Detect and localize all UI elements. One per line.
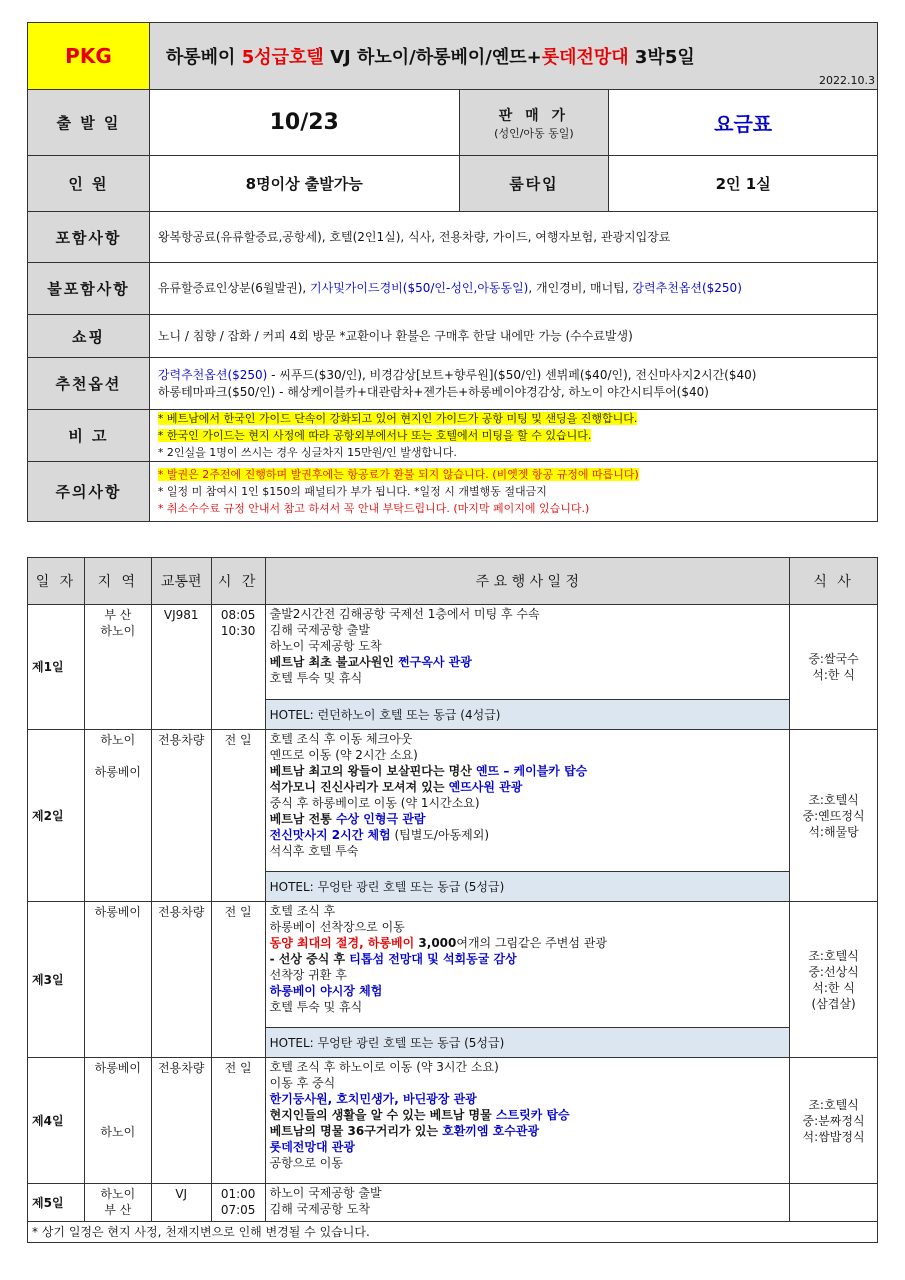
meal-item: 조:호텔식 [808,792,859,807]
header-day: 일 자 [28,558,85,605]
people-label: 인 원 [28,156,150,212]
schedule-line: 하노이 국제공항 출발 [269,1186,382,1200]
day-transport: VJ981 [151,605,211,730]
option-line-2: 하롱테마파크($50/인) - 해상케이블카+대관람차+젠가든+하롱베이야경감상, 하노이 야간시티투어($40) [157,384,709,399]
day-schedule [265,902,790,1028]
departure-label: 출 발 일 [28,90,150,156]
meal-item: 중:선상식 [808,964,859,979]
schedule-line: 하롱베이 선착장으로 이동 [269,920,405,934]
schedule-line: 동양 최대의 절경, 하롱베이 3,000여개의 그림같은 주변섬 관광 [269,936,607,950]
day-transport: VJ [151,1184,211,1222]
remark-line-2: * 한국인 가이드는 현지 사정에 따라 공항외부에서나 또는 호텔에서 미팅을 할 수 있습니다. [157,429,592,442]
itinerary-table [27,557,878,1243]
meal-item: 석:한 식 [812,668,855,682]
schedule-line: 김해 국제공항 도착 [269,1202,370,1216]
meal-item: 석:해물탕 [808,824,859,839]
meal-item: 중:옌뜨정식 [802,808,865,823]
caution-text [149,462,877,522]
price-value: 요금표 [609,90,878,156]
header-meal: 식 사 [790,558,878,605]
day-region: 하노이 하롱베이 [84,730,151,902]
header-transport: 교통편 [151,558,211,605]
day-hotel: HOTEL: 무엉탄 광린 호텔 또는 동급 (5성급) [265,1028,790,1058]
schedule-line: 공항으로 이동 [269,1156,343,1170]
day-region: 하롱베이 하노이 [84,1058,151,1184]
schedule-line: 김해 국제공항 출발 [269,623,370,637]
meal-item: 조:호텔식 [808,1097,859,1112]
day-schedule [265,1058,790,1184]
page-title [149,23,877,90]
schedule-line: 현지인들의 생활을 알 수 있는 베트남 명물 스트릿카 탑승 [269,1108,570,1122]
price-label-cell [459,90,609,156]
meal-item: 석:한 식 [812,980,855,995]
room-label: 룸타입 [459,156,609,212]
schedule-line: 한기둥사원, 호치민생가, 바딘광장 관광 [269,1092,477,1106]
header-region: 지 역 [84,558,151,605]
include-text: 왕복항공료(유류할증료,공항세), 호텔(2인1실), 식사, 전용차량, 가이드, 여행자보험, 관광지입장료 [149,212,877,263]
caution-line-3: * 취소수수료 규정 안내서 참고 하셔서 꼭 안내 부탁드립니다. (마지막 페이지에 있습니다.) [157,502,590,515]
schedule-line: 호텔 투숙 및 휴식 [269,671,363,685]
price-sub: (성인/아동 동일) [494,126,574,140]
day-time: 01:00 07:05 [211,1184,265,1222]
remark-label: 비 고 [28,410,150,462]
day-hotel: HOTEL: 런던하노이 호텔 또는 동급 (4성급) [265,700,790,730]
meal-item: 조:호텔식 [808,948,859,963]
schedule-line: 베트남 최고의 왕들이 보살핀다는 명산 옌뜨 – 케이블카 탑승 [269,764,588,778]
schedule-line: 호텔 조식 후 [269,904,336,918]
schedule-line: 하노이 국제공항 도착 [269,639,382,653]
schedule-line: 이동 후 중식 [269,1076,336,1090]
schedule-line: 호텔 조식 후 하노이로 이동 (약 3시간 소요) [269,1060,499,1074]
day-label: 제4일 [28,1058,85,1184]
day-hotel: HOTEL: 무엉탄 광린 호텔 또는 동급 (5성급) [265,872,790,902]
day-label: 제5일 [28,1184,85,1222]
remark-line-3: * 2인실을 1명이 쓰시는 경우 싱글차지 15만원/인 발생합니다. [157,446,457,459]
day-meals [790,1058,878,1184]
schedule-line: 호텔 조식 후 이동 체크아웃 [269,732,413,746]
remark-text [149,410,877,462]
exclude-text: 유류할증료인상분(6월발권), 기사및가이드경비($50/인-성인,아동동일), 개인경비, 매너팁, 강력추천옵션($250) [149,263,877,315]
day-time: 전 일 [211,1058,265,1184]
schedule-line: 하롱베이 야시장 체험 [269,984,383,998]
schedule-line: 전신맛사지 2시간 체험 (팁별도/아동제외) [269,828,490,842]
room-value: 2인 1실 [609,156,878,212]
schedule-line: 베트남 최초 불교사원인 쩐구옥사 관광 [269,655,472,669]
shopping-label: 쇼핑 [28,315,150,358]
price-label: 판 매 가 [498,107,570,124]
header-time: 시 간 [211,558,265,605]
shopping-text: 노니 / 침향 / 잡화 / 커피 4회 방문 *교환이나 환불은 구매후 한달 내에만 가능 (수수료발생) [149,315,877,358]
caution-label: 주의사항 [28,462,150,522]
schedule-line: 선착장 귀환 후 [269,968,347,982]
people-value: 8명이상 출발가능 [149,156,459,212]
day-region: 하노이 부 산 [84,1184,151,1222]
schedule-line: 석가모니 진신사리가 모셔져 있는 옌뜨사원 관광 [269,780,523,794]
remark-line-1: * 베트남에서 한국인 가이드 단속이 강화되고 있어 현지인 가이드가 공항 미팅 및 샌딩을 진행합니다. [157,412,638,425]
header-schedule: 주 요 행 사 일 정 [265,558,790,605]
schedule-line: 출발2시간전 김해공항 국제선 1층에서 미팅 후 수속 [269,607,540,621]
day-transport: 전용차량 [151,730,211,902]
day-label: 제2일 [28,730,85,902]
day-time: 전 일 [211,730,265,902]
day-meals [790,605,878,730]
day-schedule [265,1184,790,1222]
schedule-line: 중식 후 하롱베이로 이동 (약 1시간소요) [269,796,480,810]
departure-value: 10/23 [149,90,459,156]
info-table [27,22,878,522]
day-schedule [265,730,790,872]
day-transport: 전용차량 [151,902,211,1058]
schedule-line: 롯데전망대 관광 [269,1140,355,1154]
option-label: 추천옵션 [28,358,150,410]
meal-item: (삼겹살) [811,996,856,1011]
day-region: 하롱베이 [84,902,151,1058]
title-text: 하롱베이 5성급호텔 VJ 하노이/하롱베이/옌뜨+롯데전망대 3박5일 [165,47,695,68]
include-label: 포함사항 [28,212,150,263]
schedule-line: 베트남의 명물 36구거리가 있는 호환끼엠 호수관광 [269,1124,540,1138]
day-meals [790,1184,878,1222]
meal-item: 석:쌈밥정식 [802,1129,865,1144]
day-transport: 전용차량 [151,1058,211,1184]
pkg-badge: PKG [28,23,150,90]
footnote: * 상기 일정은 현지 사정, 천재지변으로 인해 변경될 수 있습니다. [28,1222,878,1243]
meal-item: 중:쌀국수 [808,652,859,666]
day-meals [790,730,878,902]
schedule-line: 옌뜨로 이동 (약 2시간 소요) [269,748,418,762]
schedule-line: 호텔 투숙 및 휴식 [269,1000,363,1014]
schedule-line: - 선상 중식 후 티톱섬 전망대 및 석회동굴 감상 [269,952,517,966]
exclude-label: 불포함사항 [28,263,150,315]
day-time: 전 일 [211,902,265,1058]
day-meals [790,902,878,1058]
schedule-line: 석식후 호텔 투숙 [269,844,359,858]
caution-line-1: * 발권은 2주전에 진행하며 발권후에는 항공료가 환불 되지 않습니다. (비엣젯 항공 규정에 따릅니다) [157,468,639,481]
caution-line-2: * 일정 미 참여시 1인 $150의 패널티가 부가 됩니다. *일정 시 개별행동 절대금지 [157,485,547,498]
day-label: 제3일 [28,902,85,1058]
day-label: 제1일 [28,605,85,730]
day-region: 부 산 하노이 [84,605,151,730]
meal-item: 중:분짜정식 [802,1113,865,1128]
day-time: 08:05 10:30 [211,605,265,730]
issue-date: 2022.10.3 [819,74,875,87]
schedule-line: 베트남 전통 수상 인형극 관람 [269,812,426,826]
option-line-1: 강력추천옵션($250) - 씨푸드($30/인), 비경감상[보트+향루원]($50/인) 센뷔페($40/인), 전신마사지2시간($40) [157,367,757,382]
day-schedule [265,605,790,700]
option-text [149,358,877,410]
